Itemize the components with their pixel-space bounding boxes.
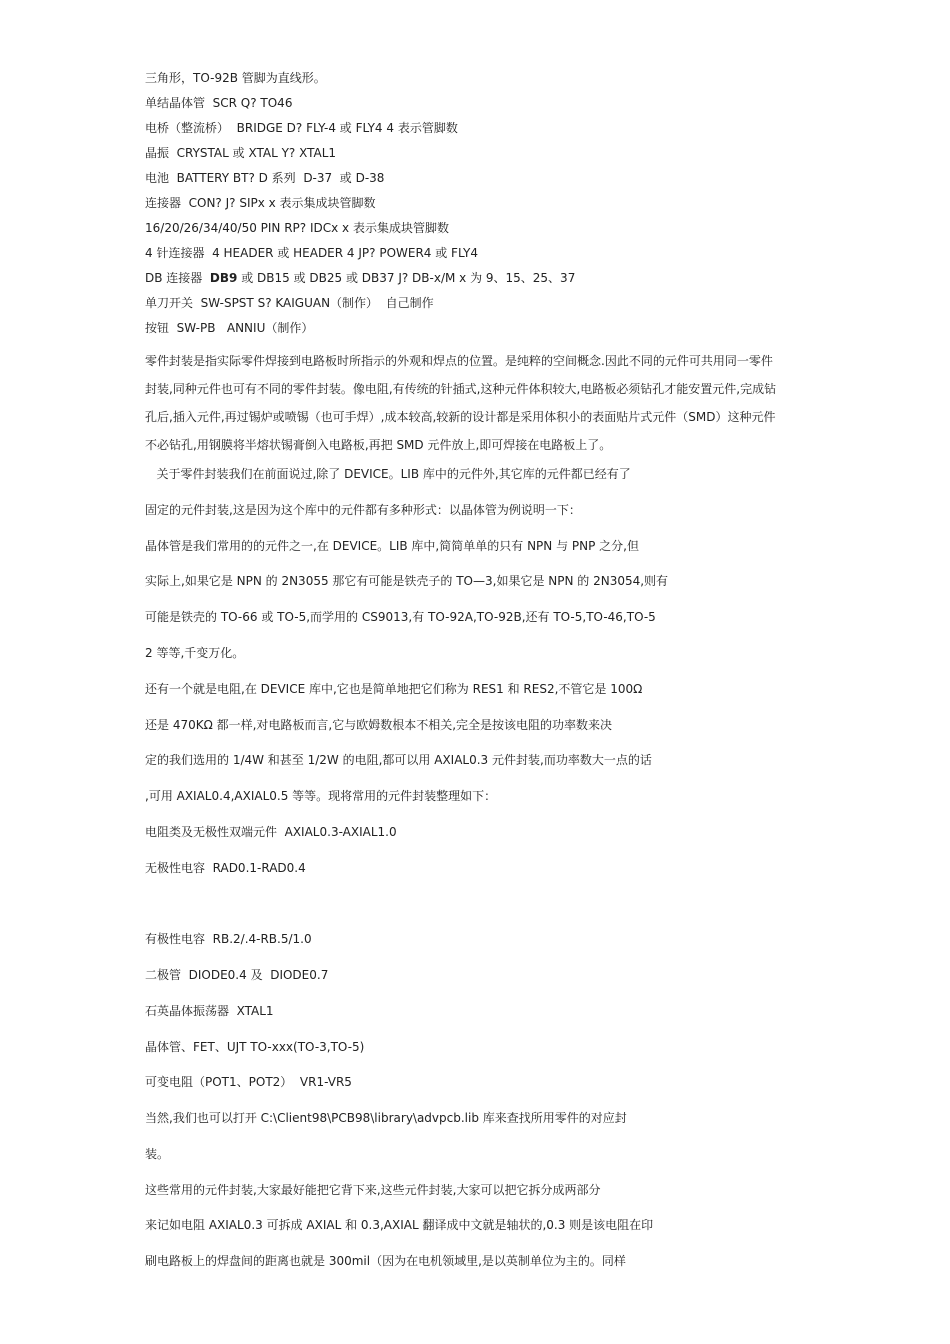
body-line: 关于零件封装我们在前面说过,除了 DEVICE。LIB 库中的元件外,其它库的元件都已经有了 <box>145 467 631 481</box>
list-item: 电桥（整流桥） BRIDGE D? FLY-4 或 FLY4 4 表示管脚数 <box>145 121 458 135</box>
body-line: 二极管 DIODE0.4 及 DIODE0.7 <box>145 968 329 982</box>
body-line: 固定的元件封装,这是因为这个库中的元件都有多种形式：以晶体管为例说明一下： <box>145 503 581 517</box>
body-line: 还有一个就是电阻,在 DEVICE 库中,它也是简单地把它们称为 RES1 和 RES2,不管它是 100Ω <box>145 682 643 696</box>
list-item: 按钮 SW-PB ANNIU（制作） <box>145 321 314 335</box>
body-line: 晶体管是我们常用的的元件之一,在 DEVICE。LIB 库中,简简单单的只有 NPN 与 PNP 之分,但 <box>145 539 639 553</box>
body-line: 2 等等,千变万化。 <box>145 646 245 660</box>
list-item: 单结晶体管 SCR Q? TO46 <box>145 96 293 110</box>
body-line: 当然,我们也可以打开 C:\Client98\PCB98\library\advpcb.lib 库来查找所用零件的对应封 <box>145 1111 627 1125</box>
paragraph-line: 不必钻孔,用钢膜将半熔状锡膏倒入电路板,再把 SMD 元件放上,即可焊接在电路板上了。 <box>145 438 612 452</box>
body-line: 装。 <box>145 1147 170 1161</box>
list-item: 连接器 CON? J? SIPx x 表示集成块管脚数 <box>145 196 376 210</box>
body-line: ,可用 AXIAL0.4,AXIAL0.5 等等。现将常用的元件封装整理如下： <box>145 789 497 803</box>
body-line: 晶体管、FET、UJT TO-xxx(TO-3,TO-5) <box>145 1040 365 1054</box>
body-line: 可变电阻（POT1、POT2） VR1-VR5 <box>145 1075 352 1089</box>
list-item: 晶振 CRYSTAL 或 XTAL Y? XTAL1 <box>145 146 337 160</box>
body-line: 还是 470KΩ 都一样,对电路板而言,它与欧姆数根本不相关,完全是按该电阻的功率数来决 <box>145 718 613 732</box>
body-line: 石英晶体振荡器 XTAL1 <box>145 1004 274 1018</box>
list-item: 4 针连接器 4 HEADER 或 HEADER 4 JP? POWER4 或 FLY4 <box>145 246 479 260</box>
body-line: 这些常用的元件封装,大家最好能把它背下来,这些元件封装,大家可以把它拆分成两部分 <box>145 1183 601 1197</box>
body-line: 有极性电容 RB.2/.4-RB.5/1.0 <box>145 932 312 946</box>
body-line: 来记如电阻 AXIAL0.3 可拆成 AXIAL 和 0.3,AXIAL 翻译成中文就是轴状的,0.3 则是该电阻在印 <box>145 1218 654 1232</box>
paragraph-line: 封装,同种元件也可有不同的零件封装。像电阻,有传统的针插式,这种元件体积较大,电路板必须钻孔才能安置元件,完成钻 <box>145 382 777 396</box>
body-line: 可能是铁壳的 TO-66 或 TO-5,而学用的 CS9013,有 TO-92A,TO-92B,还有 TO-5,TO-46,TO-5 <box>145 610 656 624</box>
list-item: 单刀开关 SW-SPST S? KAIGUAN（制作） 自己制作 <box>145 296 434 310</box>
body-line: 电阻类及无极性双端元件 AXIAL0.3-AXIAL1.0 <box>145 825 397 839</box>
paragraph-line: 零件封装是指实际零件焊接到电路板时所指示的外观和焊点的位置。是纯粹的空间概念.因此不同的元件可共用同一零件 <box>145 354 773 368</box>
body-line: 定的我们选用的 1/4W 和甚至 1/2W 的电阻,都可以用 AXIAL0.3 元件封装,而功率数大一点的话 <box>145 753 652 767</box>
list-item-bold-text: DB9 <box>209 271 238 285</box>
body-line: 实际上,如果它是 NPN 的 2N3055 那它有可能是铁壳子的 TO—3,如果它是 NPN 的 2N3054,则有 <box>145 574 669 588</box>
paragraph-line: 孔后,插入元件,再过锡炉或喷锡（也可手焊）,成本较高,较新的设计都是采用体积小的表面贴片式元件（SMD）这种元件 <box>145 410 776 424</box>
body-line: 刷电路板上的焊盘间的距离也就是 300mil（因为在电机领域里,是以英制单位为主的。同样 <box>145 1254 626 1268</box>
list-item: 三角形，TO-92B 管脚为直线形。 <box>145 71 326 85</box>
body-line: 无极性电容 RAD0.1-RAD0.4 <box>145 861 306 875</box>
list-item-text: 或 DB15 或 DB25 或 DB37 J? DB-x/M x 为 9、15、25、37 <box>237 271 576 285</box>
list-item <box>145 270 575 286</box>
paragraph <box>145 347 810 459</box>
list-item-text: DB 连接器 <box>145 271 210 285</box>
list-item: 16/20/26/34/40/50 PIN RP? IDCx x 表示集成块管脚数 <box>145 221 449 235</box>
list-item: 电池 BATTERY BT? D 系列 D-37 或 D-38 <box>145 171 385 185</box>
